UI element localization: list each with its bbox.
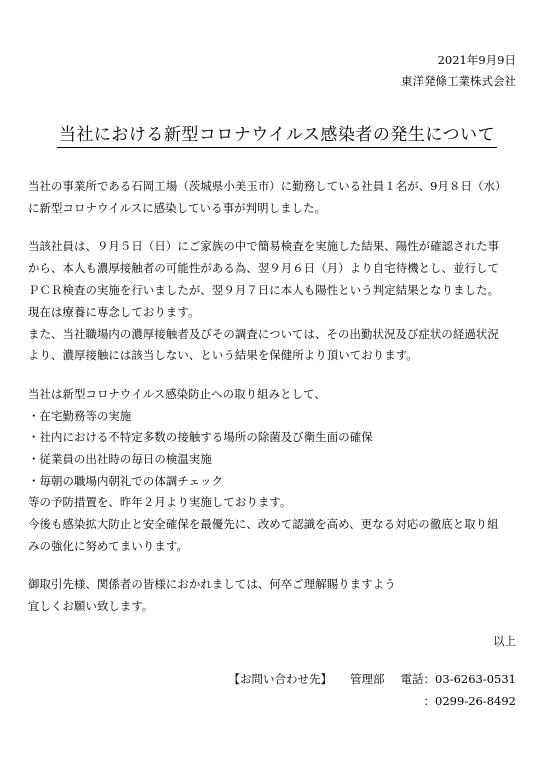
body-line: 当該社員は、９月５日（日）にご家族の中で簡易検査を実施した結果、陽性が確認された事 xyxy=(28,239,500,253)
body-line: 当社は新型コロナウイルス感染防止への取り組みとして、 xyxy=(28,387,326,401)
document-title xyxy=(0,120,554,145)
bullet-item: ・社内における不特定多数の接触する場所の除菌及び衛生面の確保 xyxy=(28,430,373,444)
body-line: 今後も感染拡大防止と安全確保を最優先に、改めて認識を高め、更なる対応の徹底と取り組 xyxy=(28,517,499,531)
contact-line xyxy=(229,671,516,687)
company-name: 東洋発條工業株式会社 xyxy=(401,74,516,88)
body-line: に新型コロナウイルスに感染している事が判明しました。 xyxy=(28,201,327,215)
body-line: 宜しくお願い致します。 xyxy=(28,599,154,613)
body-line: 等の予防措置を、昨年２月より実施しております。 xyxy=(28,495,292,509)
contact-dept: 管理部 xyxy=(350,672,385,686)
body-line: から、本人も濃厚接触者の可能性がある為、翌９月６日（月）より自宅待機とし、並行して xyxy=(28,261,500,275)
body-line: また、当社職場内の濃厚接触者及びその調査については、その出勤状況及び症状の経過状況 xyxy=(28,327,499,341)
body-line: 御取引先様、関係者の皆様におかれましては、何卒ご理解賜りますよう xyxy=(28,577,396,591)
contact-label: 【お問い合わせ先】 xyxy=(228,672,333,686)
body-line: ＰＣＲ検査の実施を行いましたが、翌９月７日に本人も陽性という判定結果となりました。 xyxy=(28,283,500,297)
bullet-item: ・従業員の出社時の毎日の検温実施 xyxy=(28,452,212,466)
bullet-item: ・毎朝の職場内朝礼での体調チェック xyxy=(28,474,223,488)
document-date: 2021年9月9日 xyxy=(437,53,516,67)
body-line: みの強化に努めてまいります。 xyxy=(28,539,188,553)
contact-tel-1: 03-6263-0531 xyxy=(435,672,516,686)
contact-tel-label: 電話： xyxy=(400,672,436,686)
document-title-text: 当社における新型コロナウイルス感染者の発生について xyxy=(57,125,497,148)
body-line: 現在は療養に専念しております。 xyxy=(28,305,200,319)
closing-mark: 以上 xyxy=(493,634,516,648)
body-line: 当社の事業所である石岡工場（茨城県小美玉市）に勤務している社員１名が、9月８日（水） xyxy=(28,179,507,193)
bullet-item: ・在宅勤務等の実施 xyxy=(28,409,132,423)
contact-tel-2: ：0299-26-8492 xyxy=(423,694,516,708)
body-line: より、濃厚接触には該当しない、という結果を保健所より頂いております。 xyxy=(28,348,418,362)
